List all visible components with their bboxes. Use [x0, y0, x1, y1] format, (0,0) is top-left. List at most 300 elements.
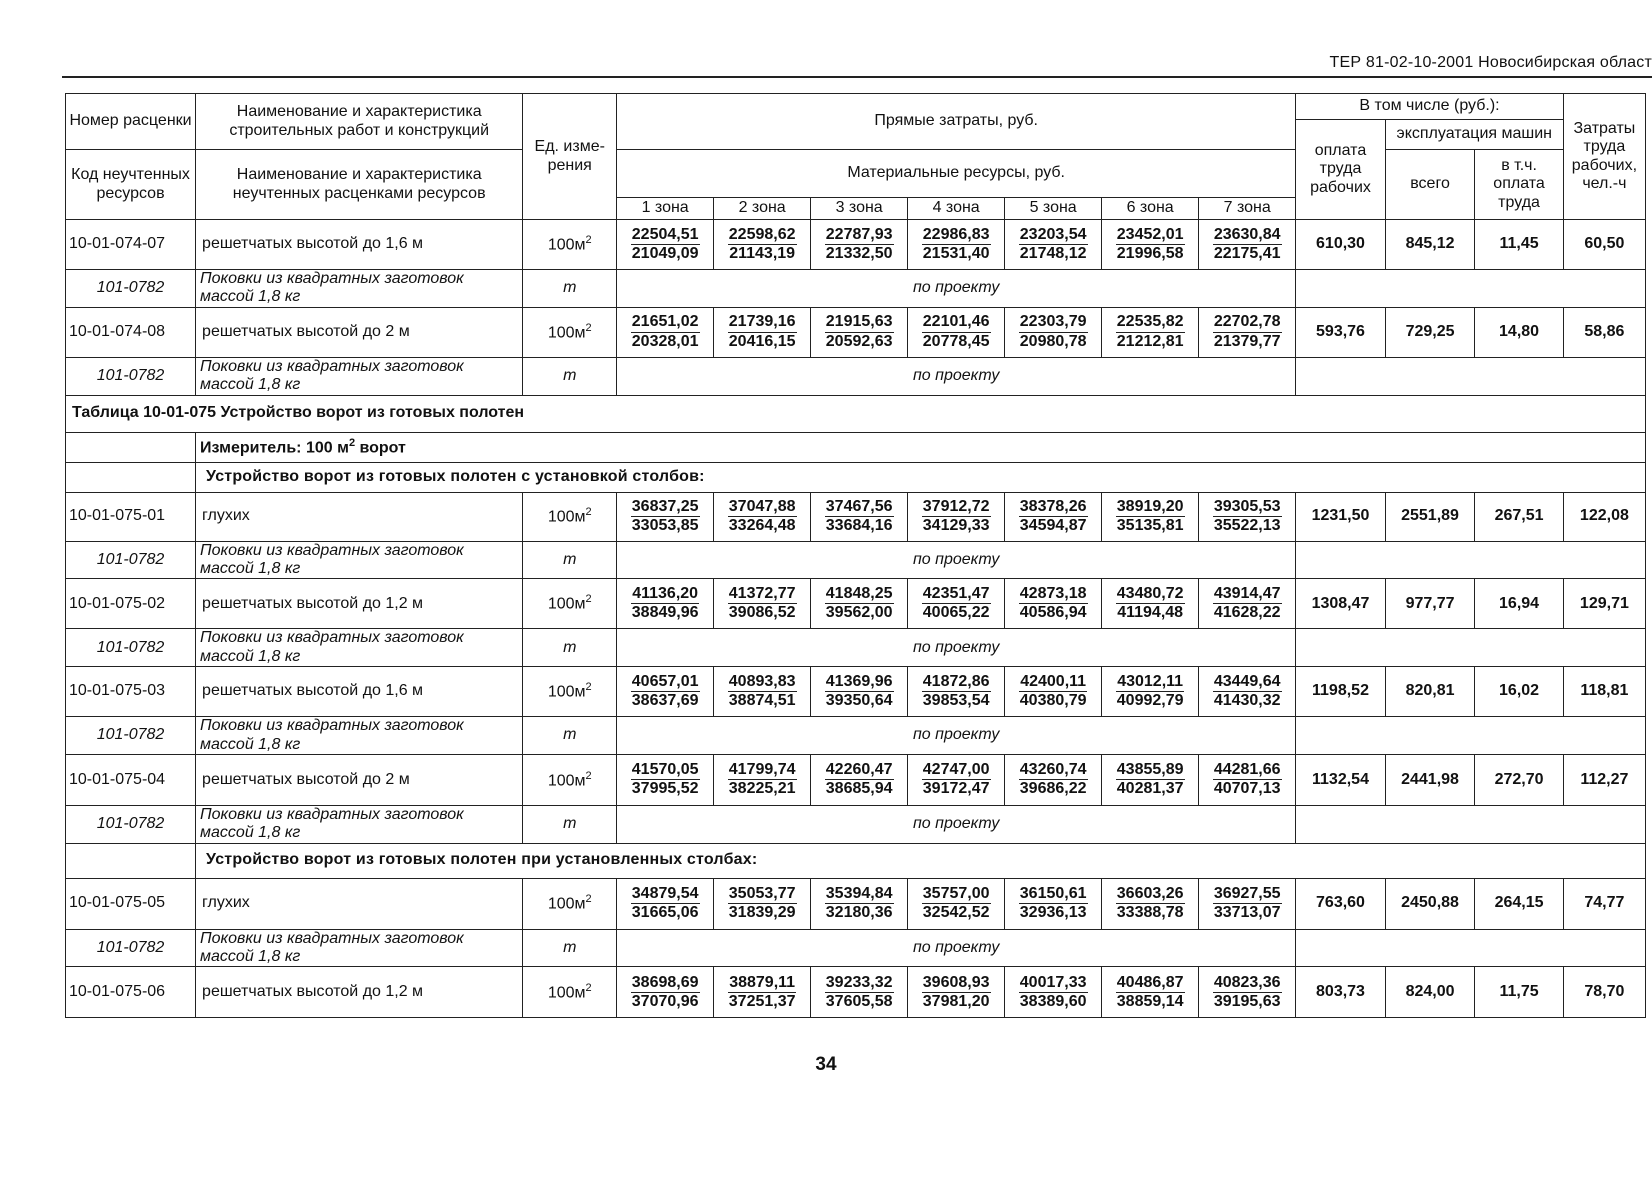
- section-heading: Устройство ворот из готовых полотен при установленных столбах:: [196, 843, 1646, 878]
- zone-header: 1 зона: [617, 198, 714, 220]
- labor-cost-value: 78,70: [1563, 967, 1645, 1018]
- unit-sup: 2: [585, 506, 592, 519]
- price-total: 41372,77: [728, 585, 797, 604]
- zone-price: [714, 878, 811, 929]
- empty-cell: [66, 432, 196, 462]
- resource-row: [66, 270, 1646, 308]
- price-total: 41848,25: [825, 585, 894, 604]
- table-row: [66, 667, 1646, 717]
- rate-code: 10-01-075-04: [66, 754, 196, 805]
- price-materials: 34594,87: [1019, 517, 1087, 535]
- rate-name: решетчатых высотой до 1,2 м: [196, 579, 523, 629]
- price-total: 44281,66: [1213, 761, 1282, 780]
- resource-name: Поковки из квадратных заготовок массой 1,8 кг: [196, 270, 523, 308]
- price-materials: 40065,22: [922, 604, 990, 622]
- resource-empty: [1296, 357, 1646, 395]
- zone-price: [811, 754, 908, 805]
- resource-row: [66, 629, 1646, 667]
- zone-price: [1005, 220, 1102, 270]
- measure-sup: 2: [348, 436, 356, 449]
- price-total: 23630,84: [1213, 226, 1282, 245]
- table-row: [66, 967, 1646, 1018]
- price-materials: 40281,37: [1116, 780, 1184, 798]
- resource-code: 101-0782: [66, 805, 196, 843]
- resource-code: 101-0782: [66, 270, 196, 308]
- rate-code: 10-01-075-06: [66, 967, 196, 1018]
- price-materials: 21143,19: [729, 245, 796, 262]
- resource-code: 101-0782: [66, 717, 196, 755]
- price-total: 43449,64: [1213, 673, 1282, 692]
- price-materials: 20592,63: [825, 332, 893, 350]
- price-materials: 38859,14: [1116, 992, 1184, 1010]
- zone-price: [908, 667, 1005, 717]
- price-materials: 33053,85: [631, 517, 699, 535]
- zone-price: [1199, 667, 1296, 717]
- zone-header: 5 зона: [1005, 198, 1102, 220]
- price-total: 43855,89: [1116, 761, 1185, 780]
- price-total: 34879,54: [631, 885, 700, 904]
- header-direct-costs: Прямые затраты, руб.: [617, 94, 1296, 150]
- price-materials: 33713,07: [1213, 904, 1281, 922]
- rate-name: решетчатых высотой до 1,2 м: [196, 967, 523, 1018]
- resource-empty: [1296, 805, 1646, 843]
- page-number: 34: [815, 1054, 837, 1075]
- measure-suffix: ворот: [355, 439, 406, 457]
- zone-price: [617, 307, 714, 357]
- zone-price: [811, 579, 908, 629]
- zone-price: [1199, 878, 1296, 929]
- price-total: 43012,11: [1116, 673, 1184, 692]
- labor-pay-value: 763,60: [1296, 878, 1386, 929]
- machines-pay-value: 267,51: [1475, 492, 1563, 541]
- resource-code: 101-0782: [66, 541, 196, 579]
- table-title: Таблица 10-01-075 Устройство ворот из готовых полотен: [66, 395, 1646, 432]
- price-total: 22504,51: [631, 226, 700, 245]
- resource-row: [66, 929, 1646, 967]
- price-total: 35053,77: [728, 885, 797, 904]
- zone-price: [1005, 967, 1102, 1018]
- measure-label: Измеритель: 100 м: [200, 439, 349, 457]
- price-materials: 37070,96: [631, 992, 699, 1010]
- running-header-text: ТЕР 81-02-10-2001 Новосибирская област: [1329, 54, 1652, 71]
- price-materials: 37995,52: [631, 780, 699, 798]
- price-total: 42351,47: [922, 585, 991, 604]
- zone-price: [617, 579, 714, 629]
- zone-price: [1005, 307, 1102, 357]
- rate-code: 10-01-075-05: [66, 878, 196, 929]
- zone-price: [1102, 754, 1199, 805]
- zone-price: [1102, 492, 1199, 541]
- machines-total-value: 2551,89: [1385, 492, 1475, 541]
- resource-empty: [1296, 541, 1646, 579]
- zone-price: [1199, 220, 1296, 270]
- price-materials: 31665,06: [631, 904, 699, 922]
- resource-name: Поковки из квадратных заготовок массой 1,8 кг: [196, 805, 523, 843]
- price-total: 38378,26: [1019, 498, 1088, 517]
- price-materials: 21332,50: [825, 245, 893, 262]
- empty-cell: [66, 843, 196, 878]
- resource-name: Поковки из квадратных заготовок массой 1,8 кг: [196, 357, 523, 395]
- price-total: 36150,61: [1019, 885, 1088, 904]
- empty-cell: [66, 462, 196, 492]
- unit-cell: [523, 579, 617, 629]
- price-materials: 32542,52: [922, 904, 990, 922]
- machines-pay-value: 272,70: [1475, 754, 1563, 805]
- price-total: 39305,53: [1213, 498, 1282, 517]
- labor-pay-value: 1198,52: [1296, 667, 1386, 717]
- price-total: 41799,74: [728, 761, 797, 780]
- table-row: [66, 754, 1646, 805]
- rate-name: решетчатых высотой до 1,6 м: [196, 220, 523, 270]
- zone-price: [908, 579, 1005, 629]
- labor-cost-value: 129,71: [1563, 579, 1645, 629]
- zone-price: [811, 220, 908, 270]
- price-total: 43480,72: [1116, 585, 1185, 604]
- unit-sup: 2: [585, 982, 592, 995]
- zone-price: [617, 667, 714, 717]
- price-total: 42747,00: [922, 761, 991, 780]
- price-materials: 39350,64: [825, 692, 893, 710]
- unit-cell: [523, 967, 617, 1018]
- measure-line: [196, 432, 1646, 462]
- zone-price: [1199, 754, 1296, 805]
- price-materials: 32180,36: [825, 904, 893, 922]
- price-materials: 20328,01: [631, 332, 699, 350]
- table-row: [66, 878, 1646, 929]
- machines-pay-value: 11,45: [1475, 220, 1563, 270]
- price-materials: 20416,15: [728, 332, 796, 350]
- table-row: [66, 220, 1646, 270]
- zone-price: [811, 492, 908, 541]
- price-materials: 39562,00: [825, 604, 893, 622]
- price-materials: 33388,78: [1116, 904, 1184, 922]
- header-code: Номер расценки: [66, 94, 196, 150]
- price-materials: 38685,94: [825, 780, 893, 798]
- price-total: 42260,47: [825, 761, 894, 780]
- price-materials: 40380,79: [1019, 692, 1087, 710]
- rate-name: решетчатых высотой до 2 м: [196, 754, 523, 805]
- price-total: 39233,32: [825, 974, 894, 993]
- machines-pay-value: 11,75: [1475, 967, 1563, 1018]
- header-machines-total: всего: [1385, 150, 1475, 220]
- zone-price: [714, 754, 811, 805]
- price-total: 36603,26: [1116, 885, 1185, 904]
- machines-pay-value: 16,02: [1475, 667, 1563, 717]
- table-row: [66, 579, 1646, 629]
- zone-price: [714, 492, 811, 541]
- price-total: 35394,84: [825, 885, 894, 904]
- zone-price: [908, 967, 1005, 1018]
- machines-pay-value: 16,94: [1475, 579, 1563, 629]
- price-materials: 21212,81: [1116, 332, 1184, 350]
- price-materials: 39686,22: [1019, 780, 1087, 798]
- resource-name: Поковки из квадратных заготовок массой 1,8 кг: [196, 717, 523, 755]
- price-total: 41570,05: [631, 761, 700, 780]
- resource-unit: т: [523, 541, 617, 579]
- price-materials: 38849,96: [631, 604, 699, 622]
- resource-row: [66, 717, 1646, 755]
- unit-sup: 2: [585, 321, 592, 334]
- header-resource-name: Наименование и характеристика неучтенных расценками ресурсов: [196, 150, 523, 220]
- zone-price: [1102, 878, 1199, 929]
- zone-price: [811, 667, 908, 717]
- zone-price: [1102, 579, 1199, 629]
- resource-value: по проекту: [617, 270, 1296, 308]
- labor-pay-value: 593,76: [1296, 307, 1386, 357]
- resource-code: 101-0782: [66, 357, 196, 395]
- unit-cell: [523, 667, 617, 717]
- price-materials: 40586,94: [1019, 604, 1087, 622]
- rate-name: решетчатых высотой до 2 м: [196, 307, 523, 357]
- resource-empty: [1296, 270, 1646, 308]
- zone-price: [811, 307, 908, 357]
- zone-header: 2 зона: [714, 198, 811, 220]
- running-header: [62, 50, 1652, 78]
- unit-cell: [523, 878, 617, 929]
- rate-code: 10-01-075-02: [66, 579, 196, 629]
- zone-price: [908, 220, 1005, 270]
- price-total: 41369,96: [825, 673, 894, 692]
- price-total: 43260,74: [1019, 761, 1088, 780]
- price-materials: 41430,32: [1213, 692, 1281, 710]
- zone-header: 7 зона: [1199, 198, 1296, 220]
- price-total: 41136,20: [631, 585, 699, 604]
- price-total: 35757,00: [922, 885, 991, 904]
- resource-name: Поковки из квадратных заготовок массой 1,8 кг: [196, 629, 523, 667]
- zone-header: 6 зона: [1102, 198, 1199, 220]
- zone-price: [1005, 492, 1102, 541]
- price-total: 37467,56: [825, 498, 894, 517]
- header-name: Наименование и характеристика строительных работ и конструкций: [196, 94, 523, 150]
- labor-pay-value: 610,30: [1296, 220, 1386, 270]
- price-total: 22598,62: [728, 226, 797, 245]
- price-total: 22101,46: [922, 313, 991, 332]
- price-total: 40823,36: [1213, 974, 1282, 993]
- section-heading: Устройство ворот из готовых полотен с установкой столбов:: [196, 462, 1646, 492]
- zone-price: [617, 220, 714, 270]
- rate-code: 10-01-074-08: [66, 307, 196, 357]
- zone-price: [1102, 667, 1199, 717]
- price-total: 23452,01: [1116, 226, 1185, 245]
- resource-value: по проекту: [617, 629, 1296, 667]
- price-total: 37047,88: [728, 498, 797, 517]
- rate-name: глухих: [196, 878, 523, 929]
- resource-unit: т: [523, 357, 617, 395]
- rate-name: решетчатых высотой до 1,6 м: [196, 667, 523, 717]
- table-row: [66, 307, 1646, 357]
- price-materials: 37251,37: [728, 992, 796, 1010]
- resource-unit: т: [523, 629, 617, 667]
- rate-code: 10-01-075-01: [66, 492, 196, 541]
- labor-cost-value: 122,08: [1563, 492, 1645, 541]
- unit-sup: 2: [585, 234, 592, 247]
- resource-row: [66, 357, 1646, 395]
- resource-unit: т: [523, 270, 617, 308]
- price-total: 22986,83: [922, 226, 991, 245]
- unit-label: 100м: [547, 683, 586, 701]
- price-total: 39608,93: [922, 974, 991, 993]
- resource-value: по проекту: [617, 357, 1296, 395]
- price-materials: 39172,47: [922, 780, 990, 798]
- price-total: 21651,02: [631, 313, 700, 332]
- price-total: 38879,11: [728, 974, 796, 993]
- price-materials: 35522,13: [1213, 517, 1281, 535]
- rate-code: 10-01-074-07: [66, 220, 196, 270]
- resource-unit: т: [523, 717, 617, 755]
- unit-sup: 2: [585, 893, 592, 906]
- machines-total-value: 845,12: [1385, 220, 1475, 270]
- machines-pay-value: 264,15: [1475, 878, 1563, 929]
- price-materials: 37605,58: [825, 992, 893, 1010]
- unit-sup: 2: [585, 769, 592, 782]
- unit-label: 100м: [547, 984, 586, 1002]
- machines-total-value: 2441,98: [1385, 754, 1475, 805]
- zone-price: [1005, 878, 1102, 929]
- price-materials: 33264,48: [728, 517, 796, 535]
- price-total: 41872,86: [922, 673, 991, 692]
- header-resource-code: Код неучтенных ресурсов: [66, 150, 196, 220]
- resource-row: [66, 541, 1646, 579]
- price-materials: 20980,78: [1019, 332, 1087, 350]
- zone-price: [811, 878, 908, 929]
- unit-sup: 2: [585, 593, 592, 606]
- rate-code: 10-01-075-03: [66, 667, 196, 717]
- unit-label: 100м: [547, 771, 586, 789]
- resource-unit: т: [523, 929, 617, 967]
- resource-code: 101-0782: [66, 629, 196, 667]
- resource-name: Поковки из квадратных заготовок массой 1,8 кг: [196, 929, 523, 967]
- price-total: 36927,55: [1213, 885, 1282, 904]
- price-materials: 41194,48: [1117, 604, 1184, 622]
- price-materials: 39195,63: [1213, 992, 1281, 1010]
- zone-price: [811, 967, 908, 1018]
- resource-empty: [1296, 717, 1646, 755]
- labor-pay-value: 1132,54: [1296, 754, 1386, 805]
- header-material-resources: Материальные ресурсы, руб.: [617, 150, 1296, 198]
- zone-price: [1005, 667, 1102, 717]
- zone-price: [714, 967, 811, 1018]
- price-materials: 41628,22: [1213, 604, 1281, 622]
- zone-price: [714, 307, 811, 357]
- price-materials: 35135,81: [1116, 517, 1184, 535]
- price-materials: 22175,41: [1213, 245, 1281, 262]
- zone-price: [1199, 579, 1296, 629]
- price-total: 22702,78: [1213, 313, 1282, 332]
- zone-price: [908, 878, 1005, 929]
- labor-cost-value: 118,81: [1563, 667, 1645, 717]
- zone-price: [1199, 307, 1296, 357]
- price-materials: 21531,40: [922, 245, 990, 262]
- unit-cell: [523, 220, 617, 270]
- labor-cost-value: 58,86: [1563, 307, 1645, 357]
- price-materials: 40992,79: [1116, 692, 1184, 710]
- zone-price: [908, 754, 1005, 805]
- price-materials: 38874,51: [728, 692, 796, 710]
- price-materials: 37981,20: [922, 992, 990, 1010]
- machines-total-value: 2450,88: [1385, 878, 1475, 929]
- unit-sup: 2: [585, 681, 592, 694]
- zone-header: 4 зона: [908, 198, 1005, 220]
- zone-price: [1199, 492, 1296, 541]
- resource-value: по проекту: [617, 541, 1296, 579]
- machines-total-value: 977,77: [1385, 579, 1475, 629]
- unit-label: 100м: [547, 324, 586, 342]
- machines-pay-value: 14,80: [1475, 307, 1563, 357]
- resource-code: 101-0782: [66, 929, 196, 967]
- price-total: 22303,79: [1019, 313, 1088, 332]
- machines-total-value: 824,00: [1385, 967, 1475, 1018]
- price-total: 42873,18: [1019, 585, 1088, 604]
- machines-total-value: 729,25: [1385, 307, 1475, 357]
- price-total: 22787,93: [825, 226, 894, 245]
- zone-price: [1005, 579, 1102, 629]
- header-machines-pay: в т.ч. оплата труда: [1475, 150, 1563, 220]
- labor-pay-value: 803,73: [1296, 967, 1386, 1018]
- zone-price: [714, 220, 811, 270]
- labor-pay-value: 1308,47: [1296, 579, 1386, 629]
- price-materials: 39086,52: [728, 604, 796, 622]
- price-total: 21915,63: [825, 313, 894, 332]
- header-labor-cost: Затраты труда рабочих, чел.-ч: [1563, 94, 1645, 220]
- resource-value: по проекту: [617, 805, 1296, 843]
- price-total: 23203,54: [1019, 226, 1088, 245]
- resource-value: по проекту: [617, 717, 1296, 755]
- price-materials: 31839,29: [728, 904, 796, 922]
- zone-price: [714, 667, 811, 717]
- unit-label: 100м: [547, 895, 586, 913]
- resource-unit: т: [523, 805, 617, 843]
- price-total: 37912,72: [922, 498, 991, 517]
- price-materials: 34129,33: [922, 517, 990, 535]
- header-including: В том числе (руб.):: [1296, 94, 1564, 120]
- price-materials: 20778,45: [922, 332, 990, 350]
- rates-table: [65, 93, 1646, 1018]
- price-materials: 38389,60: [1019, 992, 1087, 1010]
- price-materials: 21748,12: [1019, 245, 1087, 262]
- unit-label: 100м: [547, 508, 586, 526]
- labor-cost-value: 74,77: [1563, 878, 1645, 929]
- table-row: [66, 492, 1646, 541]
- price-total: 40486,87: [1116, 974, 1185, 993]
- price-materials: 33684,16: [825, 517, 893, 535]
- zone-price: [617, 492, 714, 541]
- unit-label: 100м: [547, 236, 586, 254]
- header-machines: эксплуатация машин: [1385, 120, 1563, 150]
- unit-cell: [523, 492, 617, 541]
- price-total: 38919,20: [1116, 498, 1185, 517]
- price-materials: 21996,58: [1116, 245, 1184, 262]
- price-total: 22535,82: [1116, 313, 1185, 332]
- labor-pay-value: 1231,50: [1296, 492, 1386, 541]
- zone-price: [617, 754, 714, 805]
- price-total: 40893,83: [728, 673, 797, 692]
- resource-name: Поковки из квадратных заготовок массой 1,8 кг: [196, 541, 523, 579]
- resource-empty: [1296, 629, 1646, 667]
- zone-price: [617, 967, 714, 1018]
- unit-cell: [523, 754, 617, 805]
- zone-price: [908, 307, 1005, 357]
- zone-price: [1199, 967, 1296, 1018]
- zone-price: [617, 878, 714, 929]
- zone-header: 3 зона: [811, 198, 908, 220]
- price-materials: 32936,13: [1019, 904, 1087, 922]
- zone-price: [1102, 307, 1199, 357]
- rate-name: глухих: [196, 492, 523, 541]
- price-materials: 40707,13: [1213, 780, 1281, 798]
- unit-cell: [523, 307, 617, 357]
- zone-price: [1102, 967, 1199, 1018]
- unit-label: 100м: [547, 595, 586, 613]
